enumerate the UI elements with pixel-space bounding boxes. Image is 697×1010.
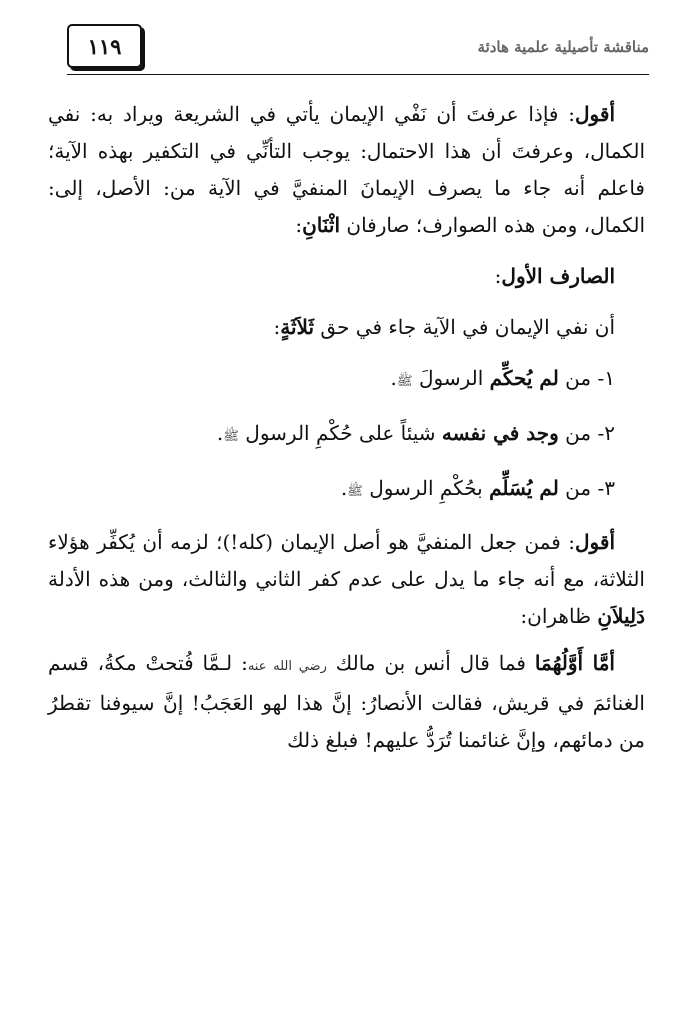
paragraph-3: [48, 524, 645, 635]
emphasis-word: ثَلاَثَةٍ: [280, 315, 315, 339]
salawat-mark: ﷺ: [396, 374, 413, 389]
paragraph-text: فما قال أنس بن مالك: [326, 651, 535, 675]
emphasis-word: دَلِيلاَنِ: [597, 604, 645, 628]
section-heading-text: الصارف الأول: [501, 264, 615, 288]
paragraph-lead: أقول: [575, 102, 615, 126]
section-heading-colon: :: [494, 264, 502, 288]
page-body: [48, 96, 645, 759]
emphasis-word: اثْنَانِ: [302, 213, 341, 237]
paragraph-4: [48, 645, 645, 759]
page-number: [67, 24, 142, 68]
paragraph-text-end: :: [273, 315, 281, 339]
paragraph-1: [48, 96, 645, 244]
paragraph-text: : فإذا عرفتَ أن نَفْي الإيمان يأتي في الشريعة ويراد به: نفي الكمال، وعرفتَ أن هذا الاحتمال: يوجب التأنِّي في التكفير بهذه الآية؛ فاعلم أنه جاء ما يصرف الإيمانَ المنفيَّ في الآية من: الأصل، إلى: الكمال، ومن هذه الصوارف؛ صارفان: [48, 102, 645, 237]
list-item: ١- من لم يُحكِّم الرسولَ ﷺ.: [390, 366, 615, 390]
honorific-mark: رضي الله عنه: [247, 659, 327, 674]
paragraph-2: [48, 309, 645, 346]
section-heading: [48, 258, 645, 295]
list-item-emphasis: وجد في نفسه: [441, 421, 559, 445]
paragraph-text: أن نفي الإيمان في الآية جاء في حق: [314, 315, 615, 339]
paragraph-text-end: :: [295, 213, 303, 237]
list-item: ٢- من وجد في نفسه شيئاً على حُكْمِ الرسول ﷺ.: [216, 421, 615, 445]
page-number-text: ١١٩: [87, 33, 122, 59]
paragraph-lead: أقول: [575, 530, 615, 554]
paragraph-text-end: ظاهران:: [520, 604, 598, 628]
salawat-mark: ﷺ: [347, 484, 363, 499]
paragraph-lead: أمَّا أَوَّلُهُمَا: [534, 651, 615, 675]
paragraph-text: : فمن جعل المنفيَّ هو أصل الإيمان (كله!)؛ لزمه أن يُكفِّر هؤلاء الثلاثة، مع أنه جاء ما يدل على عدم كفر الثاني والثالث، ومن هذه الأدلة: [48, 530, 645, 591]
salawat-mark: ﷺ: [223, 429, 239, 444]
list-item-emphasis: لم يُحكِّم: [489, 366, 559, 390]
paragraph-text-end: : لـمَّا فُتحتْ مكةُ، قسم الغنائمَ في قريش، فقالت الأنصارُ: إنَّ هذا لهو العَجَبُ! إنَّ سيوفنا تقطرُ من دمائهم، وإنَّ غنائمنا تُرَدُّ عليهم! فبلغ ذلك: [48, 651, 645, 752]
list-item: ٣- من لم يُسَلِّم بحُكْمِ الرسول ﷺ.: [340, 476, 615, 500]
numbered-list: [48, 360, 645, 510]
running-title: مناقشة تأصيلية علمية هادئة: [477, 38, 649, 56]
list-item-emphasis: لم يُسَلِّم: [489, 476, 559, 500]
header-divider: [67, 74, 649, 75]
